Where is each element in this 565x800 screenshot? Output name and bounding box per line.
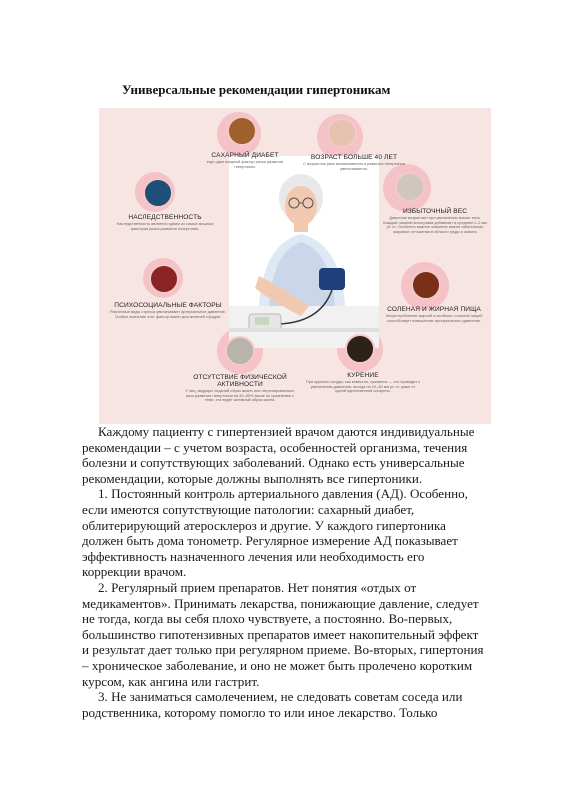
meat-icon <box>411 270 441 300</box>
factor-psychosocial <box>109 302 227 319</box>
factor-label: ИЗБЫТОЧНЫЙ ВЕС <box>402 208 468 215</box>
elderly-face-icon <box>327 118 357 148</box>
factor-label: САХАРНЫЙ ДИАБЕТ <box>211 152 279 159</box>
article-body <box>82 424 486 720</box>
factor-label: ОТСУТСТВИЕ ФИЗИЧЕСКОЙ АКТИВНОСТИ <box>193 374 287 388</box>
patient-photo <box>229 156 379 348</box>
office-worker-icon <box>225 336 255 366</box>
paragraph-1: 1. Постоянный контроль артериального давления (АД). Особенно, если имеются сопутствующие патологии: сахарный диабет, облитерирующий атеросклероз и другие. У каждого гипертоника должен быть дома тонометр. Регулярное измерение АД показывает эффективность назначенного лечения или необходимость его коррекции врачом. <box>82 486 468 580</box>
factor-label: КУРЕНИЕ <box>347 372 379 379</box>
factor-description: С возрастом риск возникновения и развития гипертонии увеличивается. <box>303 161 405 171</box>
factor-description: У лиц, ведущих сидячий образ жизни или нетренированных, риск развития гипертонии на 20–50% выше по сравнению с теми, кто ведет активный образ жизни. <box>185 388 295 403</box>
food-icon <box>227 116 257 146</box>
factor-description: еще один мощный фактор риска развития гипертонии. <box>206 159 284 169</box>
scale-icon <box>395 172 425 202</box>
factor-label: ПСИХОСОЦИАЛЬНЫЕ ФАКТОРЫ <box>114 302 222 309</box>
page-title: Универсальные рекомендации гипертоникам <box>122 82 391 97</box>
factor-description: Наследственность является одним из самых мощных факторов риска развития гипертонии. <box>116 221 214 231</box>
factor-description: Злоупотребление жирной и особенно соленой пищей способствует повышению артериального давления. <box>385 313 483 323</box>
paragraph-3: 3. Не заниматься самолечением, не следовать советам соседа или родственника, которому помогло то или иное лекарство. Только <box>82 689 463 720</box>
dna-icon <box>143 178 173 208</box>
factor-description: Давление возрастает при увеличении массы тела. Каждый лишний килограмм добавляет в среднем 1–2 мм рт. ст. Особенно важное значение имеют избыточные жировые отложения в области груди и живота <box>383 215 487 234</box>
factor-overweight <box>383 208 487 234</box>
factor-description: Различные виды стресса увеличивают артериальное давление. Особое значение этот фактор имеет для жителей городов. <box>109 309 226 319</box>
factor-smoking <box>305 372 421 394</box>
factor-diabetes <box>197 152 293 169</box>
factor-inactivity <box>183 374 297 403</box>
factor-age <box>299 154 409 171</box>
hypertension-infographic <box>99 108 491 424</box>
factor-label: СОЛЕНАЯ И ЖИРНАЯ ПИЩА <box>387 306 481 313</box>
factor-label: НАСЛЕДСТВЕННОСТЬ <box>128 214 202 221</box>
factor-label: ВОЗРАСТ БОЛЬШЕ 40 ЛЕТ <box>310 154 398 161</box>
woman-with-tonometer-icon <box>229 156 379 348</box>
stress-icon <box>149 264 179 294</box>
paragraph-2: 2. Регулярный прием препаратов. Нет понятия «отдых от медикаментов». Принимать лекарства, понижающие давление, следует не тогда, когда вы себя плохо чувствуете, а постоянно. Во-первых, большинство гипотензивных препаратов имеет накопительный эффект и результат дает только при регулярном приеме. Во-вторых, гипертония – хроническое заболевание, и оно не может быть пролечено коротким курсом, как ангина или гастрит. <box>82 579 484 689</box>
factor-heredity <box>113 214 217 231</box>
factor-salty-food <box>381 306 487 323</box>
factor-description: При курении сосуды, как известно, сужаются — это приводит к увеличению давления, иногда на 10–30 мм рт. ст. даже от одной единственной сигареты. <box>306 379 420 394</box>
paragraph-intro: Каждому пациенту с гипертензией врачом даются индивидуальные рекомендации – с учетом возраста, особенностей организма, течения болезни и сопутствующих заболеваний. Однако есть универсальные рекомендации, которые должны выполнять все гипертоники. <box>82 424 475 486</box>
cigarette-icon <box>345 334 375 364</box>
